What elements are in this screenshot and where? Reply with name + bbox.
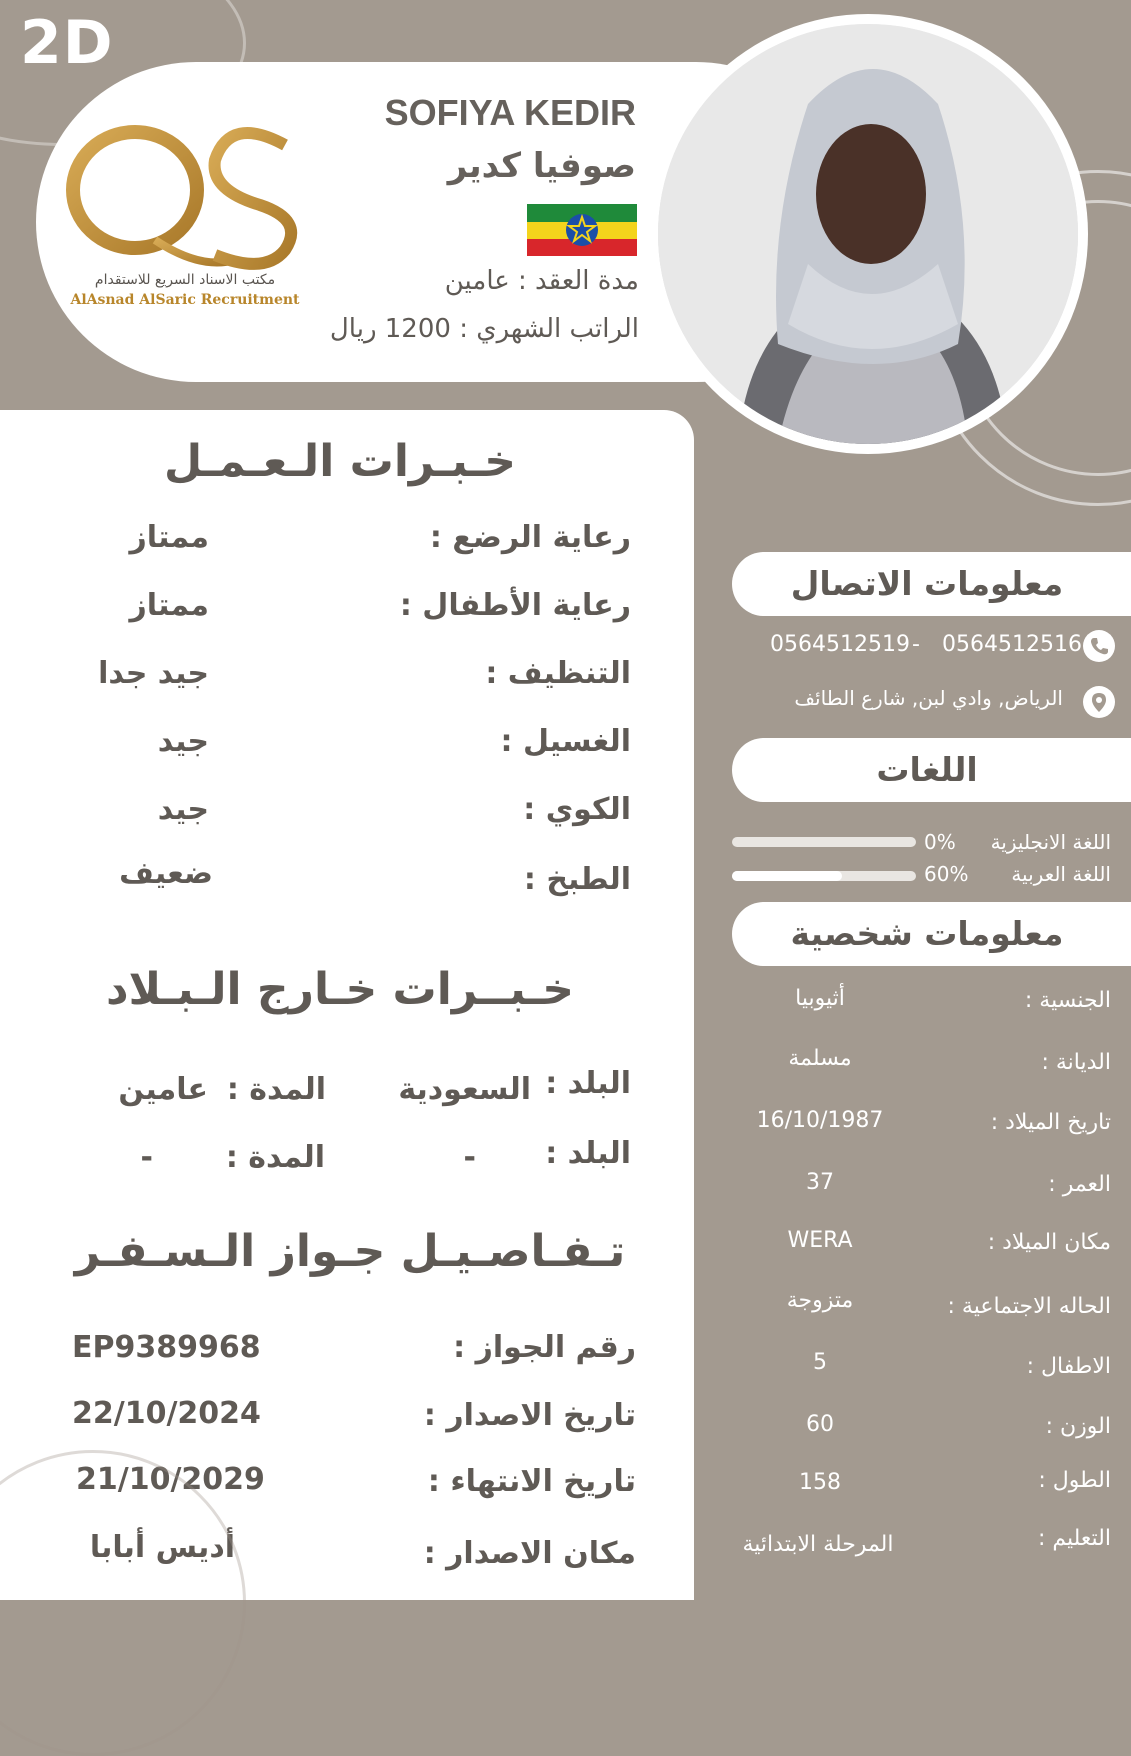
abroad-experience-title: خـبــرات خـارج الـبـلاد [105,964,575,1015]
language-percent: 0% [924,830,956,854]
abroad-duration-value: عامين [118,1072,208,1107]
personal-row-label: الاطفال : [1026,1354,1111,1379]
logo-arabic-text: مكتب الاسناد السريع للاستقدام [94,272,276,288]
personal-info-section-header [732,902,1131,966]
personal-row-label: الديانة : [1041,1050,1111,1075]
personal-row-value: 5 [813,1350,827,1375]
abroad-country-value: - [463,1140,476,1175]
contract-duration: مدة العقد : عامين [444,266,639,296]
language-name: اللغة العربية [1011,862,1111,886]
language-name: اللغة الانجليزية [990,830,1111,854]
personal-row-label: مكان الميلاد : [987,1230,1111,1255]
language-level-fill [732,871,842,881]
personal-row-label: العمر : [1048,1172,1111,1197]
work-row-value: جيد [157,724,209,759]
work-row-label: رعاية الأطفال : [399,588,631,623]
profile-code: 2D [20,8,114,78]
personal-row-value: مسلمة [788,1046,852,1071]
work-row-label: الكوي : [523,792,631,827]
monthly-salary: الراتب الشهري : 1200 ريال [329,314,639,344]
personal-info-title: معلومات شخصية [790,914,1064,953]
work-row-value: ضعيف [119,856,213,891]
personal-row-value: المرحلة الابتدائية [742,1532,894,1557]
personal-row-value: أثيوبيا [795,986,845,1011]
work-row-value: جيد [157,792,209,827]
personal-row-label: التعليم : [1037,1526,1111,1551]
name-arabic: صوفيا كدير [447,146,636,186]
personal-row-value: متزوجة [786,1288,854,1313]
personal-row-label: الطول : [1038,1468,1111,1493]
languages-section-header [732,738,1131,802]
personal-row-value: 16/10/1987 [756,1108,884,1133]
languages-title: اللغات [876,750,978,789]
personal-row-value: 158 [799,1470,841,1495]
work-row-label: التنظيف : [485,656,631,691]
language-level-bar [732,837,916,847]
passport-row-value: 21/10/2029 [76,1462,265,1497]
work-row-value: ممتاز [129,520,209,555]
passport-row-value: EP9389968 [72,1330,261,1365]
phone-separator: - [912,632,920,657]
passport-row-label: مكان الاصدار : [423,1536,636,1571]
abroad-country-label: البلد : [545,1066,631,1101]
work-row-value: جيد جدا [98,656,209,691]
passport-row-label: رقم الجواز : [453,1330,636,1365]
personal-row-label: الجنسية : [1024,988,1111,1013]
profile-photo [658,24,1078,444]
work-experience-title: خـبـرات الـعـمـل [163,436,517,487]
passport-row-value: أديس أبابا [89,1530,235,1565]
name-english: SOFIYA KEDIR [384,92,636,133]
abroad-duration-label: المدة : [226,1072,326,1107]
phone-number-2: 0564512519 [770,632,910,657]
contact-title: معلومات الاتصال [790,564,1064,603]
location-pin-icon [1083,686,1115,718]
contact-section-header [732,552,1131,616]
personal-row-label: الحاله الاجتماعية : [947,1294,1111,1319]
passport-row-value: 22/10/2024 [72,1396,261,1431]
work-row-value: ممتاز [129,588,209,623]
personal-row-label: الوزن : [1045,1414,1111,1439]
personal-row-label: تاريخ الميلاد : [990,1110,1111,1135]
phone-icon [1083,630,1115,662]
abroad-country-value: السعودية [398,1072,531,1107]
address: الرياض, وادي لبن, شارع الطائف [794,686,1063,710]
passport-details-title: تـفـاصـيـل جـواز الـسـفـر [74,1226,626,1277]
personal-row-value: 37 [806,1170,834,1195]
abroad-country-label: البلد : [545,1136,631,1171]
passport-row-label: تاريخ الانتهاء : [427,1464,636,1499]
abroad-duration-label: المدة : [225,1140,325,1175]
passport-row-label: تاريخ الاصدار : [423,1398,636,1433]
work-row-label: الغسيل : [500,724,631,759]
language-level-bar [732,871,916,881]
logo-english-text: AlAsnad AlSaric Recruitment [70,292,300,308]
work-row-label: الطبخ : [523,862,631,897]
personal-row-value: 60 [806,1412,834,1437]
phone-number-1: 0564512516 [942,632,1082,657]
language-percent: 60% [924,862,969,886]
abroad-duration-value: - [140,1140,153,1175]
personal-row-value: WERA [787,1228,853,1253]
ethiopia-flag-icon [527,204,637,256]
work-row-label: رعاية الرضع : [429,520,631,555]
